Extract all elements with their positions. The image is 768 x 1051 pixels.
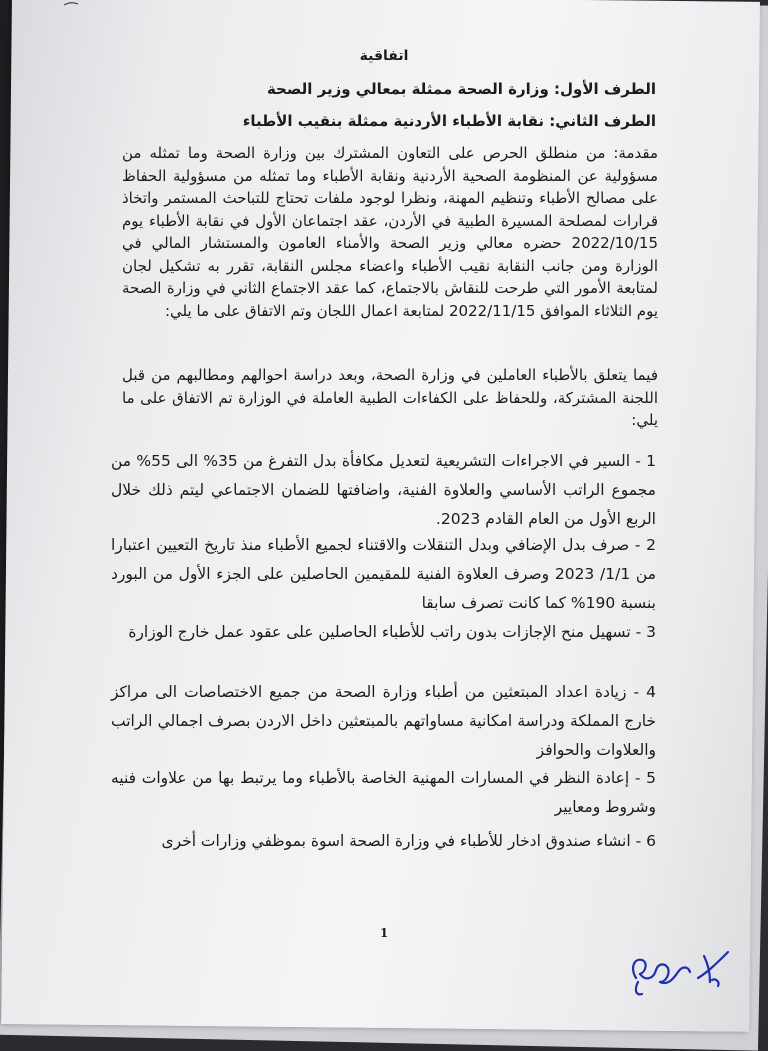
- agreement-item-3: 3 - تسهيل منح الإجازات بدون راتب للأطباء الحاصلين على عقود عمل خارج الوزارة: [128, 623, 656, 641]
- party-two: الطرف الثاني: نقابة الأطباء الأردنية ممثلة بنقيب الأطباء: [242, 112, 656, 130]
- handwritten-signature: [624, 938, 734, 1000]
- agreement-item-6: 6 - انشاء صندوق ادخار للأطباء في وزارة الصحة اسوة بموظفي وزارات أخرى: [161, 832, 656, 850]
- party-one: الطرف الأول: وزارة الصحة ممثلة بمعالي وزير الصحة: [266, 80, 656, 98]
- lead-in-paragraph: فيما يتعلق بالأطباء العاملين في وزارة الصحة، وبعد دراسة احوالهم ومطالبهم من قبل اللجنة المشتركة، وللحفاظ على الكفاءات الطبية العاملة في الوزارة تم الاتفاق على ما يلي:: [122, 366, 658, 429]
- pen-mark-top: [62, 0, 80, 8]
- agreement-item-1: 1 - السير في الاجراءات التشريعية لتعديل مكافأة بدل التفرغ من 35% الى 55% من مجموع الراتب الأساسي والعلاوة الفنية، واضافتها للضمان الاجتماعي ليتم ذلك خلال الربع الأول من العام القادم 2023.: [111, 452, 656, 528]
- agreement-item-4: 4 - زيادة اعداد المبتعثين من أطباء وزارة الصحة من جميع الاختصاصات الى مراكز خارج المملكة ودراسة امكانية مساواتهم بالمبتعثين داخل الاردن بصرف اجمالي الراتب والعلاوات والحوافز: [111, 683, 656, 759]
- page-number: 1: [379, 926, 389, 940]
- agreement-item-5: 5 - إعادة النظر في المسارات المهنية الخاصة بالأطباء وما يرتبط بها من علاوات فنيه وشروط ومعايير: [111, 769, 656, 816]
- document-title: اتفاقية: [359, 48, 409, 64]
- agreement-item-2: 2 - صرف بدل الإضافي وبدل التنقلات والاقتناء لجميع الأطباء منذ تاريخ التعيين اعتبارا من 1/1/ 2023 وصرف العلاوة الفنية للمقيمين الحاصلين على الجزء الأول من البورد بنسبة 190% كما كانت تصرف سابقا: [111, 536, 656, 612]
- introduction-paragraph: مقدمة: من منطلق الحرص على التعاون المشترك بين وزارة الصحة وما تمثله من مسؤولية عن المنظومة الصحية الأردنية ونقابة الأطباء وما تمثله من مسؤولية الحفاظ على مصالح الأطباء وتنظيم المهنة، ونظرا لوجود ملفات تحتاج للتباحث المستمر واتخاذ قرارات لمصلحة المسيرة الطبية في الأردن، عقد اجتماعان الأول في نقابة الأطباء يوم 2022/10/15 حضره معالي وزير الصحة والأمناء العامون والمستشار المالي في الوزارة ومن جانب النقابة نقيب الأطباء واعضاء مجلس النقابة، تقرر به تشكيل لجان لمتابعة الأمور التي طرحت للنقاش بالاجتماع، كما عقد الاجتماع الثاني في وزارة الصحة يوم الثلاثاء الموافق 2022/11/15 لمتابعة اعمال اللجان وتم الاتفاق على ما يلي:: [122, 144, 658, 320]
